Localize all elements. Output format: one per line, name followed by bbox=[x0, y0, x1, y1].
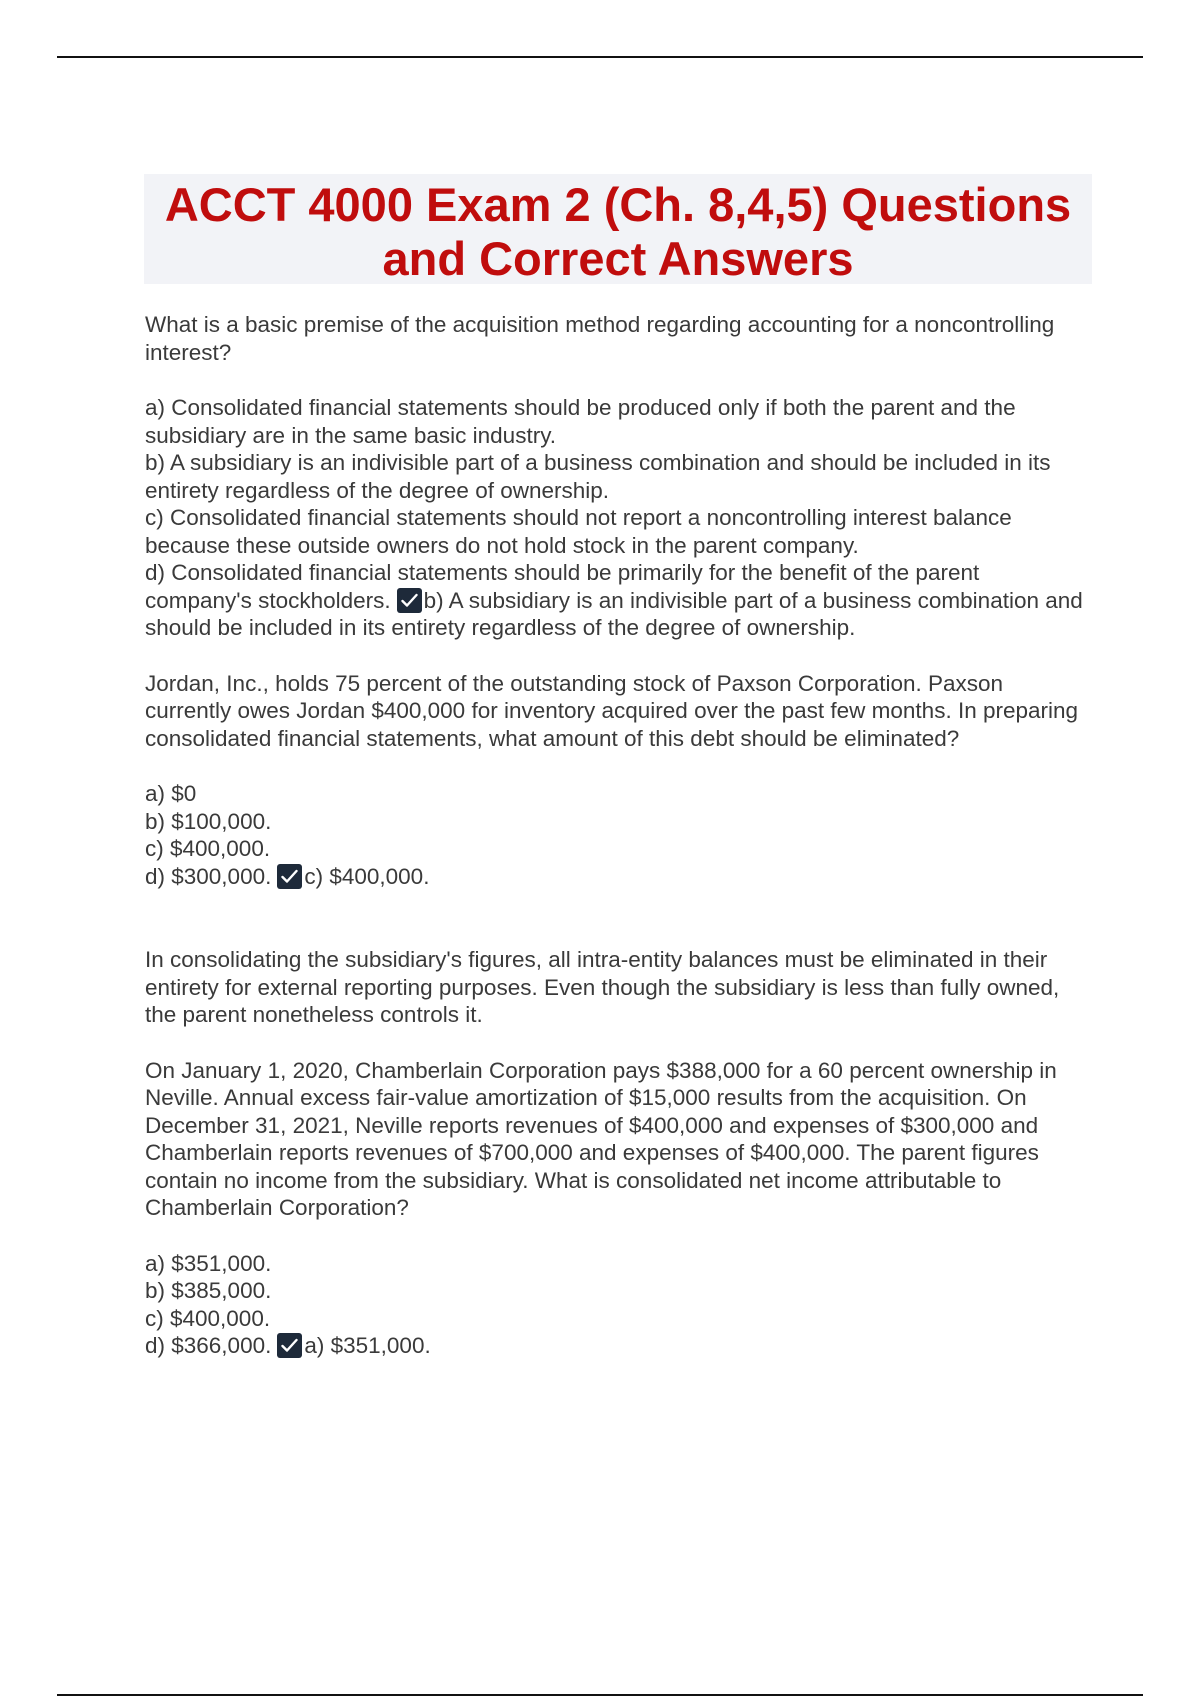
option-a: a) $0 bbox=[145, 781, 197, 806]
question-text: Jordan, Inc., holds 75 percent of the outstanding stock of Paxson Corporation. Paxson currently owes Jordan $400,000 for inventory acquired over the past few months. In preparing consolidated financial statements, what amount of this debt should be eliminated? bbox=[145, 670, 1079, 751]
option-c: c) $400,000. bbox=[145, 836, 271, 861]
option-b: b) $385,000. bbox=[145, 1278, 272, 1303]
option-d: d) $366,000. bbox=[145, 1333, 272, 1358]
correct-answer: a) $351,000. bbox=[304, 1333, 431, 1358]
question-block-3 bbox=[145, 1057, 1090, 1360]
correct-answer: b) A subsidiary is an indivisible part of a business combination and should be included in its entirety regardless of the degree of ownership. bbox=[145, 587, 1083, 640]
check-icon bbox=[277, 1333, 302, 1358]
question-list bbox=[145, 311, 1090, 1360]
option-d-with-answer bbox=[145, 863, 1090, 891]
option-c: c) $400,000. bbox=[145, 1305, 271, 1331]
document-title: ACCT 4000 Exam 2 (Ch. 8,4,5) Questions and Correct Answers bbox=[164, 178, 1072, 285]
option-d-with-answer bbox=[145, 559, 1090, 642]
option-b: b) $100,000. bbox=[145, 808, 272, 834]
question-block-1 bbox=[145, 311, 1090, 642]
option-a: a) Consolidated financial statements should be produced only if both the parent and the subsidiary are in the same basic industry. bbox=[145, 395, 1016, 448]
question-text: What is a basic premise of the acquisition method regarding accounting for a noncontrolling interest? bbox=[145, 312, 1055, 365]
question-text: On January 1, 2020, Chamberlain Corporation pays $388,000 for a 60 percent ownership in Neville. Annual excess fair-value amortization of $15,000 results from the acquisition. On December 31, 2021, Neville reports revenues of $400,000 and expenses of $300,000 and Chamberlain reports revenues of $700,000 and expenses of $400,000. The parent figures contain no income from the subsidiary. What is consolidated net income attributable to Chamberlain Corporation? bbox=[145, 1057, 1057, 1220]
check-icon bbox=[397, 588, 422, 613]
option-d-with-answer bbox=[145, 1332, 1090, 1360]
top-rule bbox=[57, 56, 1143, 58]
option-c: c) Consolidated financial statements should not report a noncontrolling interest balance because these outside owners do not hold stock in the parent company. bbox=[145, 505, 1012, 558]
question-block-2 bbox=[145, 670, 1090, 1029]
answer-explanation: In consolidating the subsidiary's figures, all intra-entity balances must be eliminated in their entirety for external reporting purposes. Even though the subsidiary is less than fully owned, the parent nonetheless controls it. bbox=[145, 947, 1060, 1027]
check-icon bbox=[277, 864, 302, 889]
bottom-rule bbox=[57, 1694, 1143, 1696]
title-banner bbox=[144, 174, 1092, 284]
option-b: b) A subsidiary is an indivisible part of a business combination and should be included in its entirety regardless of the degree of ownership. bbox=[145, 450, 1051, 503]
option-d: d) $300,000. bbox=[145, 863, 272, 889]
option-d: d) Consolidated financial statements should be primarily for the benefit of the parent company's stockholders. bbox=[145, 560, 980, 613]
correct-answer: c) $400,000. bbox=[304, 863, 430, 889]
option-a: a) $351,000. bbox=[145, 1250, 272, 1276]
